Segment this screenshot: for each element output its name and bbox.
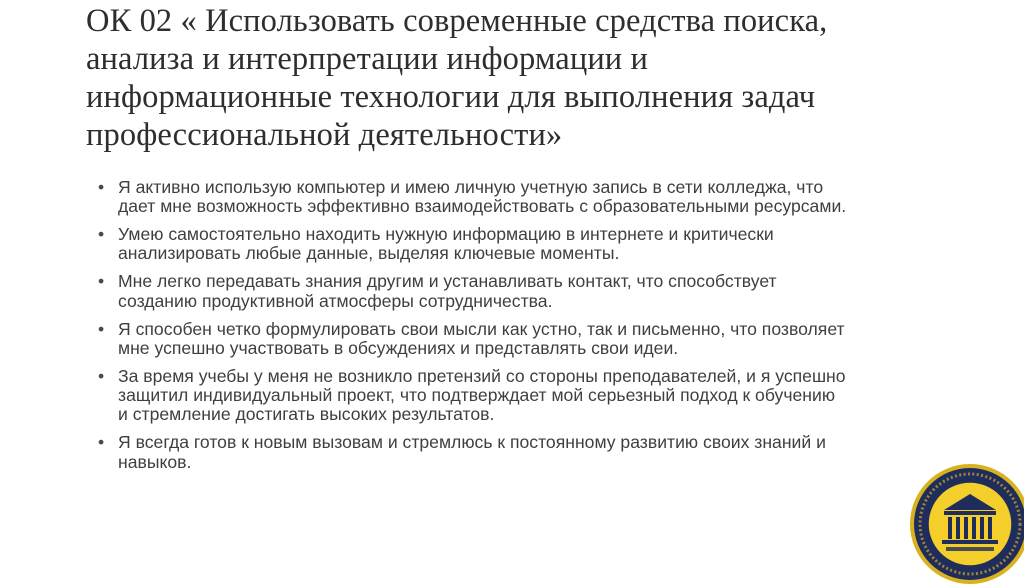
bullet-text-line: дает мне возможность эффективно взаимодействовать с образовательными ресурсами. xyxy=(118,196,847,217)
slide-title xyxy=(86,2,946,154)
bullet-marker: • xyxy=(98,365,105,386)
bullet-marker: • xyxy=(98,271,105,292)
bullet-item xyxy=(98,367,948,425)
title-line: ОК 02 « Использовать современные средства поиска, xyxy=(86,3,828,39)
emblem-architrave xyxy=(944,511,996,515)
bullet-item xyxy=(98,225,948,264)
bullet-text-line: Мне легко передавать знания другим и устанавливать контакт, что способствует xyxy=(118,271,777,292)
bullet-text-line: и стремление достигать высоких результатов. xyxy=(118,404,495,425)
bullet-marker: • xyxy=(98,224,105,245)
bullet-list xyxy=(98,178,948,480)
bullet-text-line: мне успешно участвовать в обсуждениях и представлять свои идеи. xyxy=(118,337,679,358)
bullet-text-line: Умею самостоятельно находить нужную информацию в интернете и критически xyxy=(118,224,774,245)
emblem-base xyxy=(942,540,998,544)
emblem-column xyxy=(972,517,976,539)
bullet-item xyxy=(98,178,948,217)
bullet-item xyxy=(98,272,948,311)
bullet-text-line: Я способен четко формулировать свои мысли как устно, так и письменно, что позволяет xyxy=(118,318,845,339)
emblem-column xyxy=(980,517,984,539)
bullet-marker: • xyxy=(98,177,105,197)
emblem-column xyxy=(956,517,960,539)
bullet-text-line: Я всегда готов к новым вызовам и стремлюсь к постоянному развитию своих знаний и xyxy=(118,432,826,453)
bullet-text-line: Я активно использую компьютер и имею личную учетную запись в сети колледжа, что xyxy=(118,177,824,197)
bullet-text-line: За время учебы у меня не возникло претензий со стороны преподавателей, и я успешно xyxy=(118,365,846,386)
bullet-item xyxy=(98,320,948,359)
emblem-column xyxy=(948,517,952,539)
emblem-column xyxy=(988,517,992,539)
emblem-column xyxy=(964,517,968,539)
bullet-text-line: анализировать любые данные, выделяя ключевые моменты. xyxy=(118,243,620,264)
bullet-marker: • xyxy=(98,432,105,453)
college-emblem-icon xyxy=(908,462,1024,586)
bullet-text-line: навыков. xyxy=(118,451,192,472)
bullet-text-line: созданию продуктивной атмосферы сотрудничества. xyxy=(118,290,553,311)
title-line: информационные технологии для выполнения задач xyxy=(86,79,816,115)
title-line: профессиональной деятельности» xyxy=(86,117,563,153)
bullet-marker: • xyxy=(98,318,105,339)
bullet-text-line: защитил индивидуальный проект, что подтверждает мой серьезный подход к обучению xyxy=(118,385,836,406)
bullet-item xyxy=(98,433,948,472)
emblem-banner xyxy=(946,547,994,551)
title-line: анализа и интерпретации информации и xyxy=(86,41,649,77)
